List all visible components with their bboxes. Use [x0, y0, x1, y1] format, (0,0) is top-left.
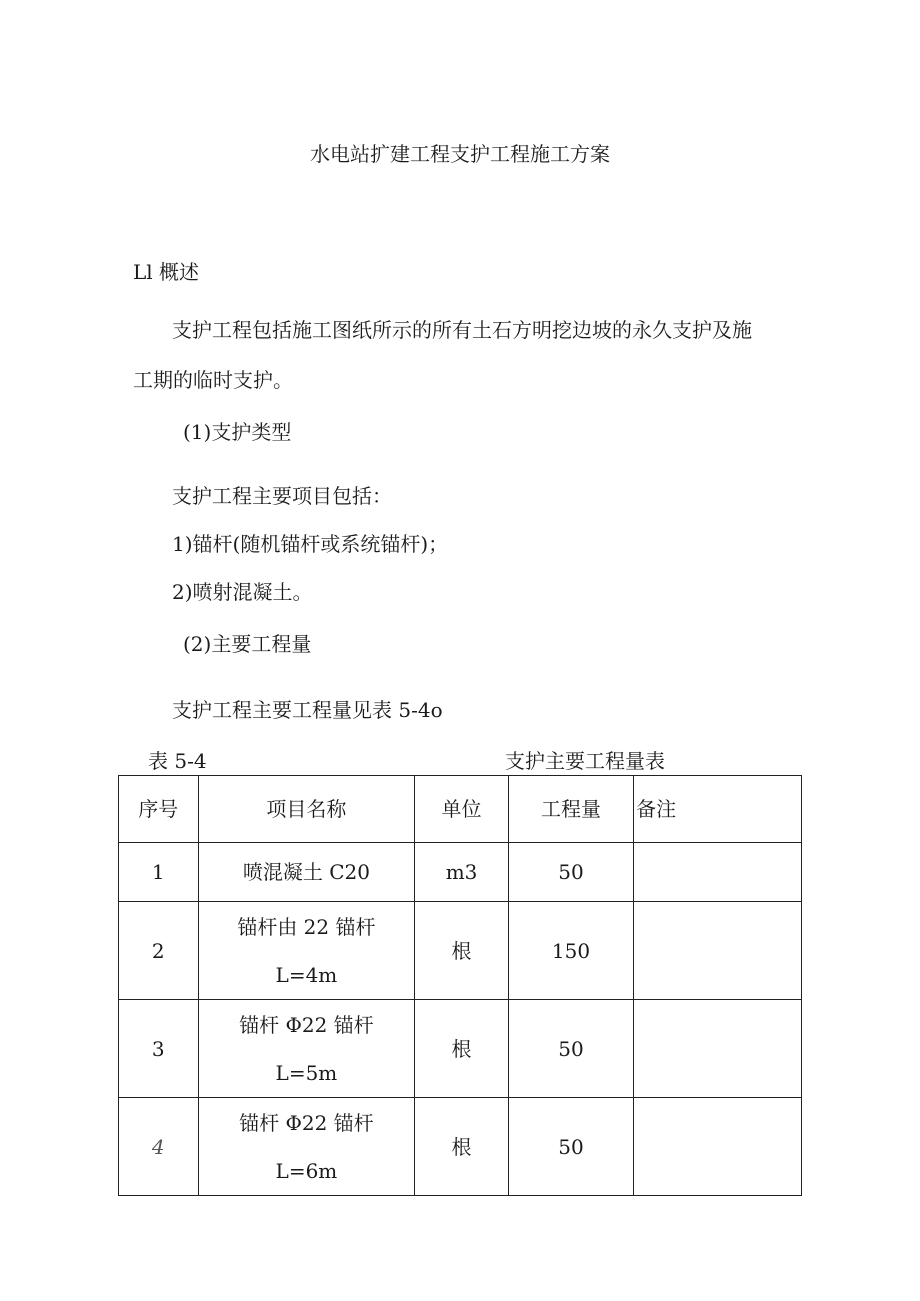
table-row: [119, 843, 802, 902]
row-number-cell: 3: [119, 1000, 199, 1098]
header-cell: 工程量: [508, 776, 633, 843]
header-cell: 备注: [634, 776, 802, 843]
section-heading: Ll 概述: [133, 260, 200, 284]
quantity-cell: 50: [508, 1098, 633, 1196]
note-cell: [634, 902, 802, 1000]
row-number-cell: 4: [119, 1098, 199, 1196]
item-name-cell: [198, 1000, 415, 1098]
subheading-main-quantities: (2)主要工程量: [183, 632, 312, 656]
item-name-line: 锚杆 Φ22 锚杆: [239, 1110, 374, 1135]
subheading-support-types: (1)支护类型: [183, 420, 292, 444]
quantity-cell: 150: [508, 902, 633, 1000]
item-name-line: 锚杆由 22 锚杆: [237, 914, 376, 939]
table-row: [119, 902, 802, 1000]
quantities-table: [118, 775, 802, 1196]
note-cell: [634, 843, 802, 902]
document-title: 水电站扩建工程支护工程施工方案: [310, 142, 610, 166]
intro-paragraph-line-1: 支护工程包括施工图纸所示的所有土石方明挖边坡的永久支护及施: [172, 318, 752, 342]
table-title-caption: 支护主要工程量表: [505, 749, 665, 773]
list-item: 1)锚杆(随机锚杆或系统锚杆)；: [172, 532, 449, 556]
list-item: 2)喷射混凝土。: [172, 580, 313, 604]
note-cell: [634, 1000, 802, 1098]
header-cell: 序号: [119, 776, 199, 843]
table-row: [119, 1000, 802, 1098]
item-name-cell: [198, 1098, 415, 1196]
table-row: [119, 1098, 802, 1196]
row-number-cell: 2: [119, 902, 199, 1000]
quantity-cell: 50: [508, 1000, 633, 1098]
unit-cell: 根: [415, 1000, 509, 1098]
unit-cell: 根: [415, 1098, 509, 1196]
item-length-line: L=5m: [275, 1060, 338, 1085]
item-name-cell: [198, 843, 415, 902]
unit-cell: 根: [415, 902, 509, 1000]
item-length-line: L=6m: [275, 1158, 338, 1183]
types-lead-text: 支护工程主要项目包括：: [172, 484, 392, 508]
table-number-caption: 表 5-4: [148, 749, 207, 773]
item-name-line: 锚杆 Φ22 锚杆: [239, 1012, 374, 1037]
intro-paragraph-line-2: 工期的临时支护。: [133, 368, 293, 392]
item-name-line: 喷混凝土 C20: [242, 860, 370, 884]
quantity-cell: 50: [508, 843, 633, 902]
table-header-row: [119, 776, 802, 843]
item-length-line: L=4m: [275, 962, 338, 987]
quantity-lead-text: 支护工程主要工程量见表 5-4o: [172, 698, 443, 722]
item-name-cell: [198, 902, 415, 1000]
note-cell: [634, 1098, 802, 1196]
row-number-cell: 1: [119, 843, 199, 902]
unit-cell: m3: [415, 843, 509, 902]
header-cell: 项目名称: [198, 776, 415, 843]
header-cell: 单位: [415, 776, 509, 843]
